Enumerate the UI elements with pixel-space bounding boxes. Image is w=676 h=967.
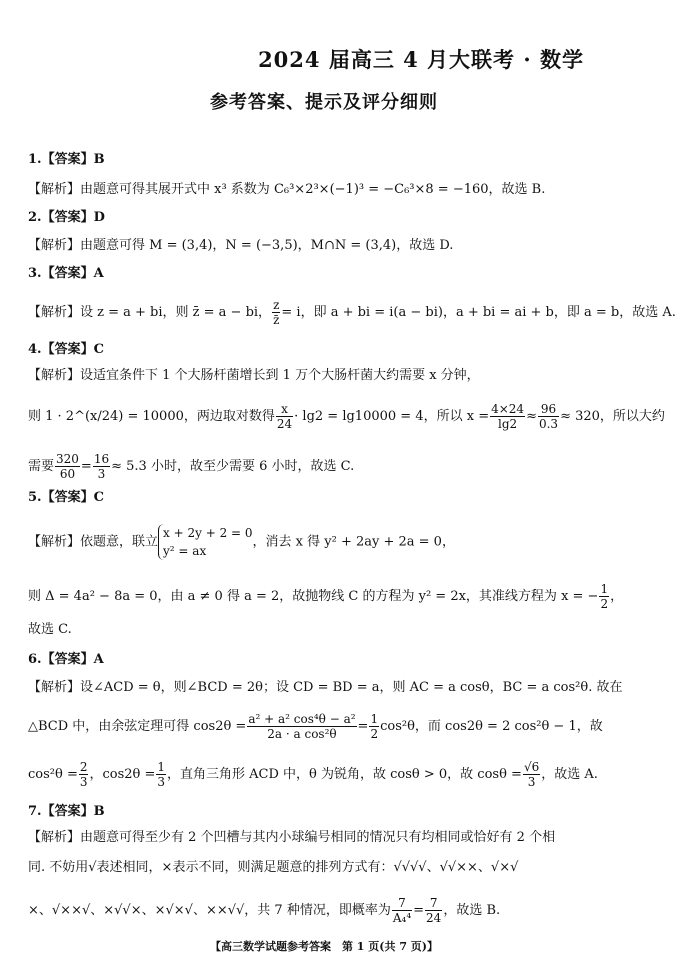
q5-f-num: 1	[600, 582, 609, 596]
q6-f3-den: 3	[79, 775, 88, 789]
q6-frac4	[156, 760, 166, 789]
q7-answer: 7.【答案】B	[28, 804, 105, 819]
q6-line3-a: cos²θ =	[28, 767, 78, 782]
q3-fraction	[272, 298, 280, 327]
q4-f4-den: 60	[59, 467, 76, 481]
q4-line2-c: ≈	[526, 409, 537, 424]
q4-f5-num: 16	[93, 452, 110, 466]
q4-frac2	[490, 402, 525, 431]
q4-f1-num: x	[276, 402, 293, 417]
q6-frac1	[247, 712, 356, 741]
q7-frac2	[425, 896, 442, 925]
q6-line3	[28, 760, 598, 789]
page-footer: 【高三数学试题参考答案 第 1 页(共 7 页)】	[209, 940, 439, 953]
q4-f4-num: 320	[56, 452, 79, 466]
q6-f5-num: √6	[523, 760, 540, 774]
q7-f1-den: A₄⁴	[392, 911, 412, 925]
q7-f1-num: 7	[392, 896, 412, 911]
q6-line2-a: △BCD 中，由余弦定理可得 cos2θ =	[28, 719, 247, 734]
q4-answer: 4.【答案】C	[28, 342, 104, 357]
q6-line2-b: =	[357, 719, 369, 734]
q6-line2	[28, 712, 603, 741]
q4-line2-a: 则 1 · 2^(x/24) = 10000，两边取对数得	[28, 409, 275, 424]
q1-analysis: 【解析】由题意可得其展开式中 x³ 系数为 C₆³×2³×(−1)³ = −C₆³×8 = −160，故选 B.	[28, 182, 546, 197]
page-title: 2024 届高三 4 月大联考 · 数学	[258, 47, 584, 72]
q6-line3-c: ，直角三角形 ACD 中，θ 为锐角，故 cosθ > 0，故 cosθ =	[167, 767, 522, 782]
q2-answer: 2.【答案】D	[28, 210, 105, 225]
q4-line2-d: ≈ 320，所以大约	[560, 409, 665, 424]
q1-answer: 1.【答案】B	[28, 152, 105, 167]
q5-equation-system	[158, 524, 253, 560]
q5-line2	[28, 582, 623, 611]
q4-line1: 【解析】设适宜条件下 1 个大肠杆菌增长到 1 万个大肠杆菌大约需要 x 分钟，	[28, 368, 480, 383]
q7-line3-c: ，故选 B.	[443, 903, 501, 918]
q4-f3-num: 96	[538, 402, 559, 417]
q7-frac1	[392, 896, 412, 925]
q7-line3-b: =	[413, 903, 425, 918]
q6-line3-d: ，故选 A.	[541, 767, 598, 782]
q3-text-b: = i，即 a + bi = i(a − bi)，a + bi = ai + b，即 a = b，故选 A.	[281, 305, 676, 320]
q4-frac4	[55, 452, 80, 481]
q6-answer: 6.【答案】A	[28, 652, 104, 667]
q5-line2-a: 则 Δ = 4a² − 8a = 0，由 a ≠ 0 得 a = 2，故抛物线 C 的方程为 y² = 2x，其准线方程为 x = −	[28, 589, 599, 604]
q4-line3	[28, 452, 354, 481]
q4-frac1	[276, 402, 293, 431]
q5-f-den: 2	[600, 597, 609, 611]
q5-sys-eq1: x + 2y + 2 = 0	[163, 526, 253, 540]
q3-frac-num: z	[273, 298, 280, 312]
q6-f2-den: 2	[370, 727, 379, 741]
q6-f2-num: 1	[370, 712, 379, 726]
q6-line2-c: cos²θ，而 cos2θ = 2 cos²θ − 1，故	[380, 719, 603, 734]
q6-frac2	[369, 712, 379, 741]
q4-f2-num: 4×24	[491, 402, 525, 416]
q4-f1-den: 24	[276, 417, 293, 431]
q4-frac3	[538, 402, 559, 431]
q5-line1	[28, 524, 455, 560]
q6-line3-b: ，cos2θ =	[89, 767, 156, 782]
q2-analysis: 【解析】由题意可得 M = (3,4)，N = (−3,5)，M∩N = (3,4)，故选 D.	[28, 238, 454, 253]
q7-line3	[28, 896, 500, 925]
q5-line2-b: ，	[610, 589, 624, 604]
q4-f5-den: 3	[97, 467, 106, 481]
q4-f2-den: lg2	[498, 417, 518, 431]
q3-answer: 3.【答案】A	[28, 266, 104, 281]
q6-f1-num: a² + a² cos⁴θ − a²	[248, 712, 356, 726]
q3-analysis	[28, 298, 676, 327]
q5-line3: 故选 C.	[28, 622, 72, 637]
q6-frac3	[79, 760, 89, 789]
q7-line1: 【解析】由题意可得至少有 2 个凹槽与其内小球编号相同的情况只有均相同或恰好有 2 个相	[28, 830, 556, 845]
q6-f4-den: 3	[157, 775, 166, 789]
q4-line2-b: · lg2 = lg10000 = 4，所以 x =	[294, 409, 490, 424]
q5-line1-a: 【解析】依题意，联立	[28, 534, 159, 550]
page-subtitle: 参考答案、提示及评分细则	[210, 92, 438, 113]
q4-frac5	[93, 452, 110, 481]
q3-text-a: 【解析】设 z = a + bi，则 z̄ = a − bi，	[28, 305, 272, 320]
q7-f2-den: 24	[426, 911, 442, 925]
q5-sys-eq2: y² = ax	[163, 544, 207, 558]
q5-answer: 5.【答案】C	[28, 490, 104, 505]
q6-f5-den: 3	[527, 775, 536, 789]
q4-line3-c: ≈ 5.3 小时，故至少需要 6 小时，故选 C.	[111, 459, 355, 474]
q6-f1-den: 2a · a cos²θ	[267, 727, 337, 741]
q4-f3-den: 0.3	[538, 417, 559, 431]
q7-line2: 同. 不妨用√表述相同，×表示不同，则满足题意的排列方式有：√√√√、√√××、√×√	[28, 860, 519, 875]
q6-f3-num: 2	[79, 760, 88, 774]
q6-frac5	[523, 760, 540, 789]
q7-line3-a: ×、√××√、×√√×、×√×√、××√√，共 7 种情况，即概率为	[28, 903, 391, 918]
q4-line3-b: =	[80, 459, 92, 474]
q6-line1: 【解析】设∠ACD = θ，则∠BCD = 2θ；设 CD = BD = a，则 AC = a cosθ，BC = a cos²θ. 故在	[28, 680, 623, 695]
q7-f2-num: 7	[425, 896, 442, 911]
q3-frac-den: z̄	[273, 313, 280, 327]
q6-f4-num: 1	[157, 760, 166, 774]
q4-line2	[28, 402, 665, 431]
q5-frac	[599, 582, 609, 611]
q5-line1-b: ，消去 x 得 y² + 2ay + 2a = 0，	[252, 534, 455, 550]
q4-line3-a: 需要	[28, 459, 55, 474]
